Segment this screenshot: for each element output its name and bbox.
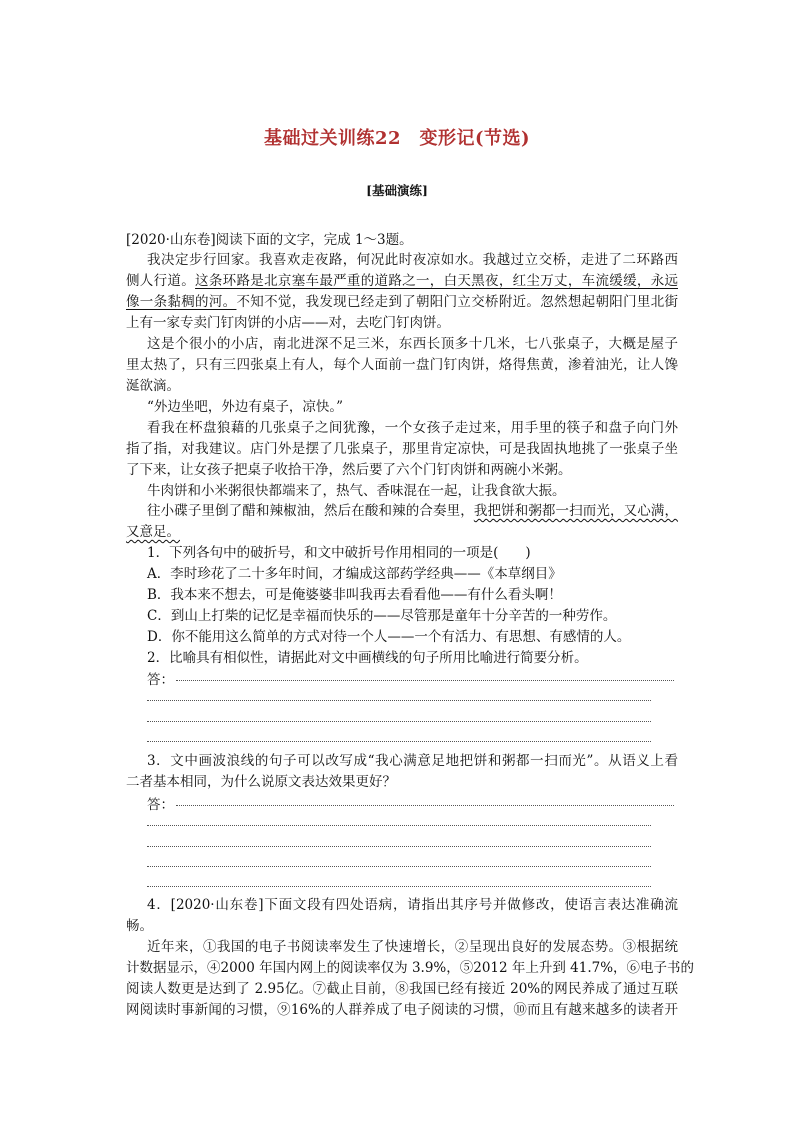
question-3-line: 二者基本相同，为什么说原文表达效果更好？ xyxy=(126,774,396,790)
answer-line[interactable] xyxy=(176,805,674,806)
section-label: [基础演练] xyxy=(366,183,428,198)
answer-line[interactable] xyxy=(147,846,651,847)
underlined-sentence: 这条环路是北京塞车最严重的道路之一，白天黑夜，红尘万丈，车流缓缓，永远 xyxy=(195,273,679,289)
passage-line: 里太热了，只有三四张桌上有人，每个人面前一盘门钉肉饼，烙得焦黄，渗着油光，让人馋 xyxy=(126,357,678,373)
answer-label: 答： xyxy=(147,672,174,688)
answer-line[interactable] xyxy=(176,680,674,681)
passage-intro: [2020·山东卷]阅读下面的文字，完成 1～3题。 xyxy=(126,232,413,248)
wavy-underlined-sentence: 我把饼和粥都一扫而光，又心满， xyxy=(473,503,679,519)
option-c: C．到山上打柴的记忆是幸福而快乐的——尽管那是童年十分辛苦的一种劳作。 xyxy=(147,608,617,624)
passage-line: 计数据显示，④2000 年国内网上的阅读率仅为 3.9%，⑤2012 年上升到 41.7%，⑥电子书的 xyxy=(126,960,695,976)
passage-text: 往小碟子里倒了醋和辣椒油，然后在酸和辣的合奏里， xyxy=(147,503,474,519)
answer-line[interactable] xyxy=(147,741,651,742)
passage-text: 不知不觉，我发现已经走到了朝阳门立交桥附近。忽然想起朝阳门里北街 xyxy=(236,294,679,310)
page-title: 基础过关训练22 变形记(节选) xyxy=(263,128,531,149)
answer-line[interactable] xyxy=(147,825,651,826)
answer-line[interactable] xyxy=(147,700,651,701)
passage-line xyxy=(126,292,678,312)
passage-line: 这是个很小的小店，南北进深不足三米，东西长顶多十几米，七八张桌子，大概是屋子 xyxy=(147,336,678,352)
question-4: 4．[2020·山东卷]下面文段有四处语病，请指出其序号并做修改，使语言表达准确流 xyxy=(147,897,678,913)
passage-line: 网阅读时事新闻的习惯，⑨16%的人群养成了电子阅读的习惯，⑩而且有越来越多的读者开 xyxy=(126,1002,678,1018)
underlined-sentence-end: 像一条黏稠的河。 xyxy=(126,294,237,310)
question-4-line: 畅。 xyxy=(126,918,153,934)
passage-line: 指了指，对我建议。店门外是摆了几张桌子，那里肯定凉快，可是我固执地挑了一张桌子坐 xyxy=(126,441,678,457)
question-3: 3．文中画波浪线的句子可以改写成“我心满意足地把饼和粥都一扫而光”。从语义上看 xyxy=(147,753,678,769)
answer-line[interactable] xyxy=(147,866,651,867)
passage-line: “外边坐吧，外边有桌子，凉快。” xyxy=(147,399,344,415)
passage-line: 牛肉饼和小米粥很快都端来了，热气、香味混在一起，让我食欲大振。 xyxy=(147,483,566,499)
answer-label: 答： xyxy=(147,797,174,813)
passage-line: 看我在杯盘狼藉的几张桌子之间犹豫，一个女孩子走过来，用手里的筷子和盘子向门外 xyxy=(147,420,678,436)
question-2: 2．比喻具有相似性，请据此对文中画横线的句子所用比喻进行简要分析。 xyxy=(147,650,588,666)
passage-line: 上有一家专卖门钉肉饼的小店——对，去吃门钉肉饼。 xyxy=(126,315,450,331)
question-1: 1．下列各句中的破折号，和文中破折号作用相同的一项是( ) xyxy=(147,545,531,561)
passage-text: 侧人行道。 xyxy=(126,273,196,289)
option-b: B．我本来不想去，可是俺婆婆非叫我再去看看他——有什么看头啊！ xyxy=(147,587,562,603)
passage-line xyxy=(147,501,678,521)
answer-line[interactable] xyxy=(147,886,651,887)
answer-line[interactable] xyxy=(147,721,651,722)
option-d: D．你不能用这么简单的方式对待一个人——一个有活力、有思想、有感情的人。 xyxy=(147,629,631,645)
passage-line: 了下来，让女孩子把桌子收拾干净，然后要了六个门钉肉饼和两碗小米粥。 xyxy=(126,462,572,478)
passage-line: 近年来，①我国的电子书阅读率发生了快速增长，②呈现出良好的发展态势。③根据统 xyxy=(147,939,678,955)
passage-line: 涎欲滴。 xyxy=(126,378,180,394)
passage-line: 我决定步行回家。我喜欢走夜路，何况此时夜凉如水。我越过立交桥，走进了二环路西 xyxy=(147,252,678,268)
passage-line xyxy=(126,522,678,542)
passage-line: 阅读人数更是达到了 2.95亿。⑦截止目前，⑧我国已经有接近 20%的网民养成了通过互联 xyxy=(126,981,678,997)
passage-line xyxy=(126,271,678,291)
wavy-underlined-sentence-end: 又意足。 xyxy=(126,524,180,540)
option-a: A．李时珍花了二十多年时间，才编成这部药学经典——《本草纲目》 xyxy=(147,566,562,582)
